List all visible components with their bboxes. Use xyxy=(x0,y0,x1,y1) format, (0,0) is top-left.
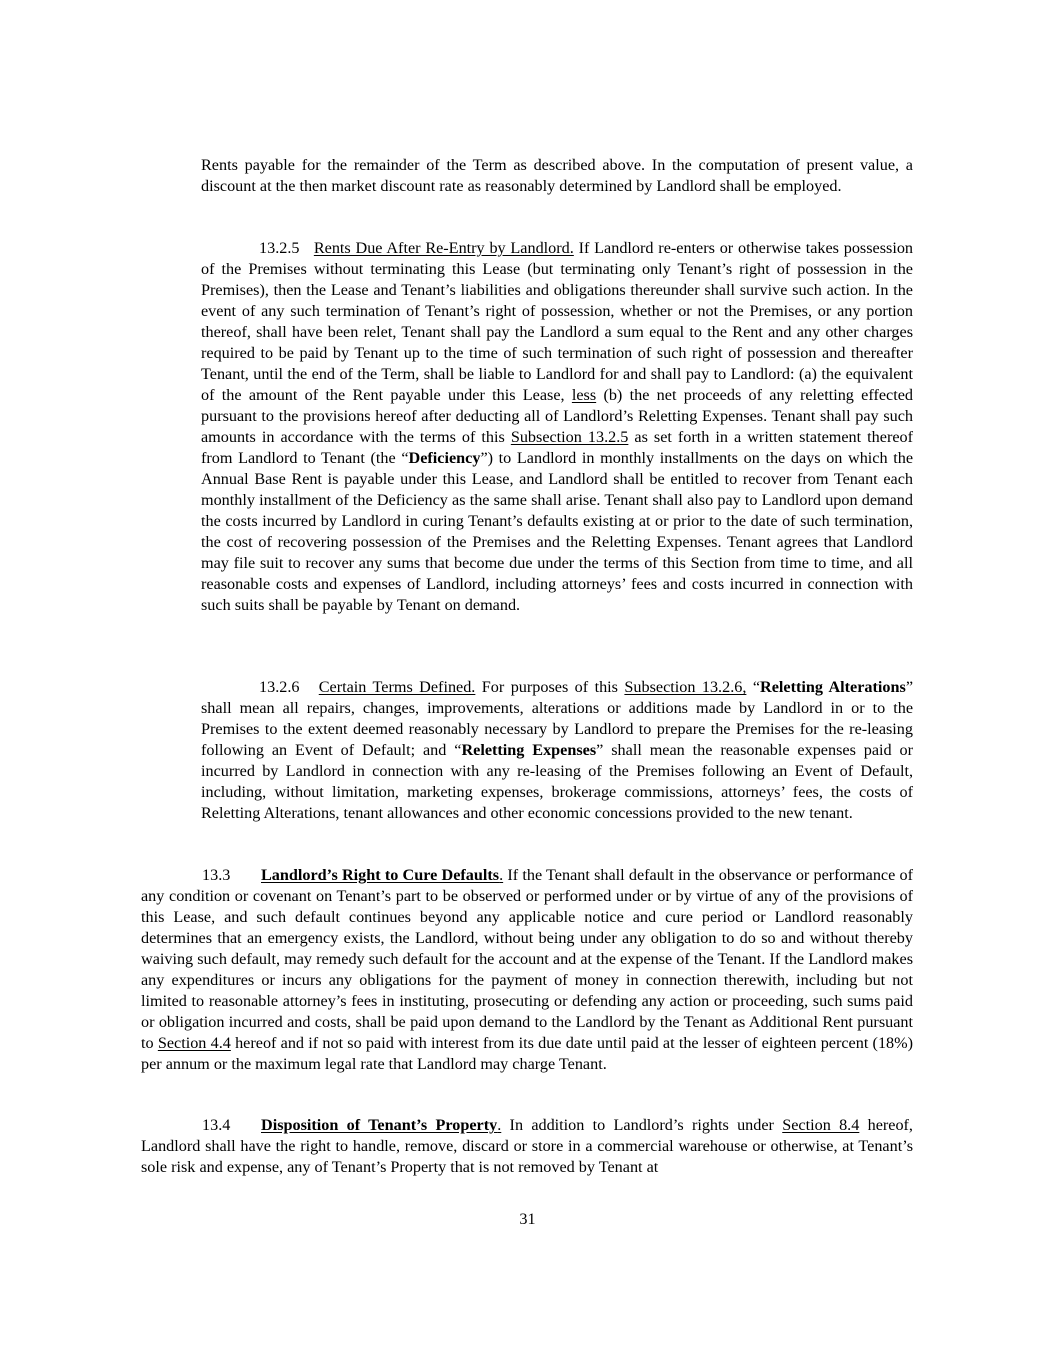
section-heading-wrap xyxy=(261,866,503,884)
section-heading: Disposition of Tenant’s Property xyxy=(261,1116,498,1134)
section-heading: Landlord’s Right to Cure Defaults xyxy=(261,866,500,884)
section-text: as set forth in a written statement thereof from Landlord to Tenant (the “ xyxy=(201,428,913,467)
section-number: 13.2.6 xyxy=(259,678,300,696)
heading-period: . xyxy=(497,1116,502,1134)
section-text: hereof and if not so paid with interest from its due date until paid at the lesser of eighteen percent (18%) per annum or the maximum legal rate that Landlord may charge Tenant. xyxy=(141,1034,914,1073)
section-number: 13.3 xyxy=(202,866,231,884)
section-text: “ xyxy=(746,678,761,696)
section-text: If Landlord re-enters or otherwise takes possession of the Premises without terminating this Lease (but terminating only Tenant’s right of possession in the Premises), then the Lease and Tenant’s liabilities and obligations thereunder shall survive such action. In the event of any such termination of Tenant’s right of possession, whether or not the Premises, or any portion thereof, shall have been relet, Tenant shall pay the Landlord a sum equal to the Rent and any other charges required to be paid by Tenant up to the time of such termination of such right of possession and thereafter Tenant, until the end of the Term, shall be liable to Landlord for and shall pay to Landlord: (a) the equivalent of the amount of the Rent payable under this Lease, xyxy=(201,239,914,404)
cross-reference: Section 4.4 xyxy=(157,1034,231,1052)
section-text: For purposes of this xyxy=(475,678,625,696)
continuation-text: Rents payable for the remainder of the Term as described above. In the computation of present value, a discount at the then market discount rate as reasonably determined by Landlord shall be employed. xyxy=(201,156,913,195)
section-text: hereof, Landlord shall have the right to handle, remove, discard or store in a commercial warehouse or otherwise, at Tenant’s sole risk and expense, any of Tenant’s Property that is not removed by Tenant at xyxy=(141,1116,913,1176)
emphasis-less: less xyxy=(571,386,597,404)
continuation-paragraph xyxy=(201,155,913,197)
section-heading: Rents Due After Re-Entry by Landlord. xyxy=(313,239,574,257)
section-13-2-6 xyxy=(201,677,913,824)
defined-term: Reletting Expenses xyxy=(461,741,597,759)
section-text: (b) the net proceeds of any reletting effected pursuant to the provisions hereof after deducting all of Landlord’s Reletting Expenses. Tenant shall pay such amounts in accordance with the terms of this xyxy=(201,386,913,446)
section-text: ” shall mean all repairs, changes, improvements, alterations or additions made by Landlord in or to the Premises to the extent deemed reasonably necessary by Landlord to prepare the Premises for the re-leasing following an Event of Default; and “ xyxy=(201,678,913,759)
cross-reference: Subsection 13.2.6, xyxy=(624,678,747,696)
section-number: 13.2.5 xyxy=(259,239,300,257)
page-number: 31 xyxy=(519,1210,536,1228)
section-heading: Certain Terms Defined. xyxy=(318,678,476,696)
section-number: 13.4 xyxy=(202,1116,231,1134)
defined-term: Deficiency xyxy=(408,449,481,467)
cross-reference: Section 8.4 xyxy=(782,1116,860,1134)
section-text: If the Tenant shall default in the observance or performance of any condition or covenant on Tenant’s part to be observed or performed under or by virtue of any of the provisions of this Lease, and such default continues beyond any applicable notice and cure period or Landlord reasonably determines that an emergency exists, the Landlord, without being under any obligation to do so and without thereby waiving such default, may remedy such default for the account and at the expense of the Tenant. If the Landlord makes any expenditures or incurs any obligations for the payment of money in connection therewith, including but not limited to reasonable attorney’s fees in instituting, prosecuting or defending any action or proceeding, such sums paid or obligation incurred and costs, shall be paid upon demand to the Landlord by the Tenant as Additional Rent pursuant to xyxy=(141,866,913,1052)
section-text: In addition to Landlord’s rights under xyxy=(501,1116,783,1134)
section-text: ”) to Landlord in monthly installments on the days on which the Annual Base Rent is payable under this Lease, and Landlord shall be entitled to recover from Tenant each monthly installment of the Deficiency as the same shall arise. Tenant shall also pay to Landlord upon demand the costs incurred by Landlord in curing Tenant’s defaults existing at or prior to the date of such termination, the cost of recovering possession of the Premises and the Reletting Expenses. Tenant agrees that Landlord may file suit to recover any sums that become due under the terms of this Section from time to time, and all reasonable costs and expenses of Landlord, including attorneys’ fees and costs incurred in connection with such suits shall be payable by Tenant on demand. xyxy=(201,449,914,614)
section-text: ” shall mean the reasonable expenses paid or incurred by Landlord in connection with any re-leasing of the Premises following an Event of Default, including, without limitation, marketing expenses, brokerage commissions, attorneys’ fees, the costs of Reletting Alterations, tenant allowances and other economic concessions provided to the new tenant. xyxy=(201,741,914,822)
section-13-4 xyxy=(141,1115,913,1178)
section-heading-wrap xyxy=(261,1116,501,1134)
section-13-2-5 xyxy=(201,238,913,616)
cross-reference: Subsection 13.2.5 xyxy=(510,428,629,446)
section-13-3 xyxy=(141,865,913,1075)
heading-period: . xyxy=(499,866,504,884)
defined-term: Reletting Alterations xyxy=(760,678,906,696)
